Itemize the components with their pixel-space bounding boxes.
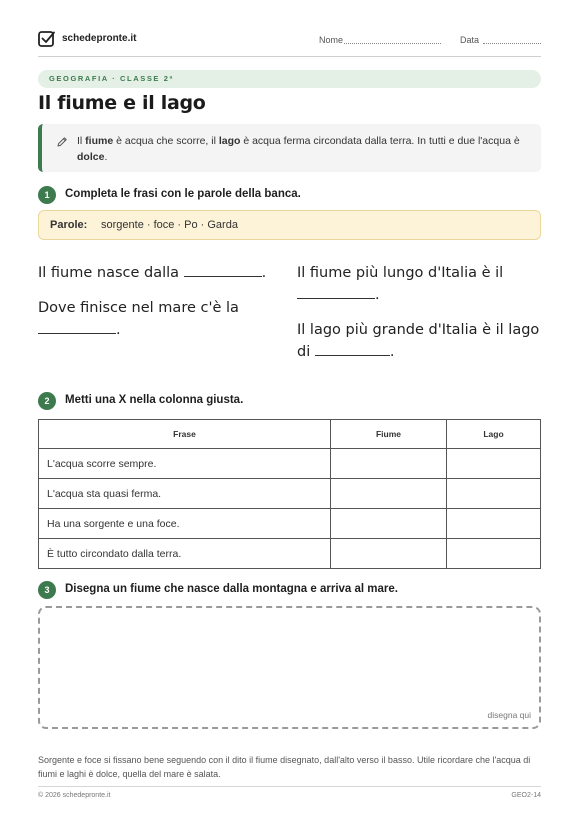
drawing-area[interactable] <box>38 606 541 729</box>
sentence-4: Il lago più grande d'Italia è il lago di . <box>297 322 540 360</box>
subject-banner <box>38 70 541 88</box>
exercise-3-instruction: Disegna un fiume che nasce dalla montagna e arriva al mare. <box>65 583 398 595</box>
table-row <box>39 479 541 509</box>
footer-copyright: © 2026 schedepronte.it <box>38 792 111 799</box>
fiume-cell[interactable] <box>331 479 447 509</box>
fiume-cell[interactable] <box>331 539 447 569</box>
fiume-cell[interactable] <box>331 449 447 479</box>
name-label: Nome <box>319 35 344 45</box>
word-bank-label: Parole: <box>50 219 88 231</box>
col-header-lago: Lago <box>447 420 541 449</box>
row-statement: L'acqua scorre sempre. <box>39 449 331 479</box>
col-header-frase: Frase <box>39 420 331 449</box>
exercise-number-2: 2 <box>38 392 56 410</box>
page-header <box>38 30 541 57</box>
word-bank-words: sorgente · foce · Po · Garda <box>101 219 238 231</box>
exercise-number-1: 1 <box>38 186 56 204</box>
blank-1[interactable] <box>184 262 262 277</box>
info-box <box>38 124 541 172</box>
table-row <box>39 449 541 479</box>
footer-code: GEO2-14 <box>511 792 541 799</box>
info-text: Il fiume è acqua che scorre, il lago è acqua ferma circondata dalla terra. In tutti e due l'acqua è dolce. <box>77 135 520 163</box>
date-field[interactable] <box>483 43 541 44</box>
col-header-fiume: Fiume <box>331 420 447 449</box>
date-label: Data <box>460 35 480 45</box>
page-title: Il fiume e il lago <box>38 92 206 114</box>
blank-3[interactable] <box>297 284 375 299</box>
pencil-icon <box>56 136 68 148</box>
checkbox-logo-icon <box>38 30 56 48</box>
drawing-hint: disegna qui <box>487 710 531 720</box>
lago-cell[interactable] <box>447 509 541 539</box>
exercise-number-3: 3 <box>38 581 56 599</box>
lago-cell[interactable] <box>447 539 541 569</box>
exercise-2-instruction: Metti una X nella colonna giusta. <box>65 394 244 406</box>
name-field[interactable] <box>344 43 441 44</box>
exercise-1-instruction: Completa le frasi con le parole della banca. <box>65 188 301 200</box>
classification-table <box>38 419 541 569</box>
teacher-note: Sorgente e foce si fissano bene seguendo con il dito il fiume disegnato, dall'alto verso il basso. Utile ricordare che l'acqua di fiumi e laghi è dolce, quella del mare è salata. <box>38 755 531 779</box>
blank-2[interactable] <box>38 319 116 334</box>
table-row <box>39 509 541 539</box>
subject-label: GEOGRAFIA · CLASSE 2ª <box>49 74 174 83</box>
word-bank <box>38 210 541 240</box>
table-header-row <box>39 420 541 449</box>
page-footer <box>38 786 541 803</box>
lago-cell[interactable] <box>447 479 541 509</box>
blank-4[interactable] <box>315 341 390 356</box>
fiume-cell[interactable] <box>331 509 447 539</box>
brand-name: schedepronte.it <box>62 33 137 44</box>
lago-cell[interactable] <box>447 449 541 479</box>
table-row <box>39 539 541 569</box>
row-statement: L'acqua sta quasi ferma. <box>39 479 331 509</box>
sentence-1: Il fiume nasce dalla . <box>38 262 268 284</box>
sentence-2: Dove finisce nel mare c'è la . <box>38 300 239 338</box>
row-statement: Ha una sorgente e una foce. <box>39 509 331 539</box>
sentence-3: Il fiume più lungo d'Italia è il . <box>297 265 504 303</box>
row-statement: È tutto circondato dalla terra. <box>39 539 331 569</box>
